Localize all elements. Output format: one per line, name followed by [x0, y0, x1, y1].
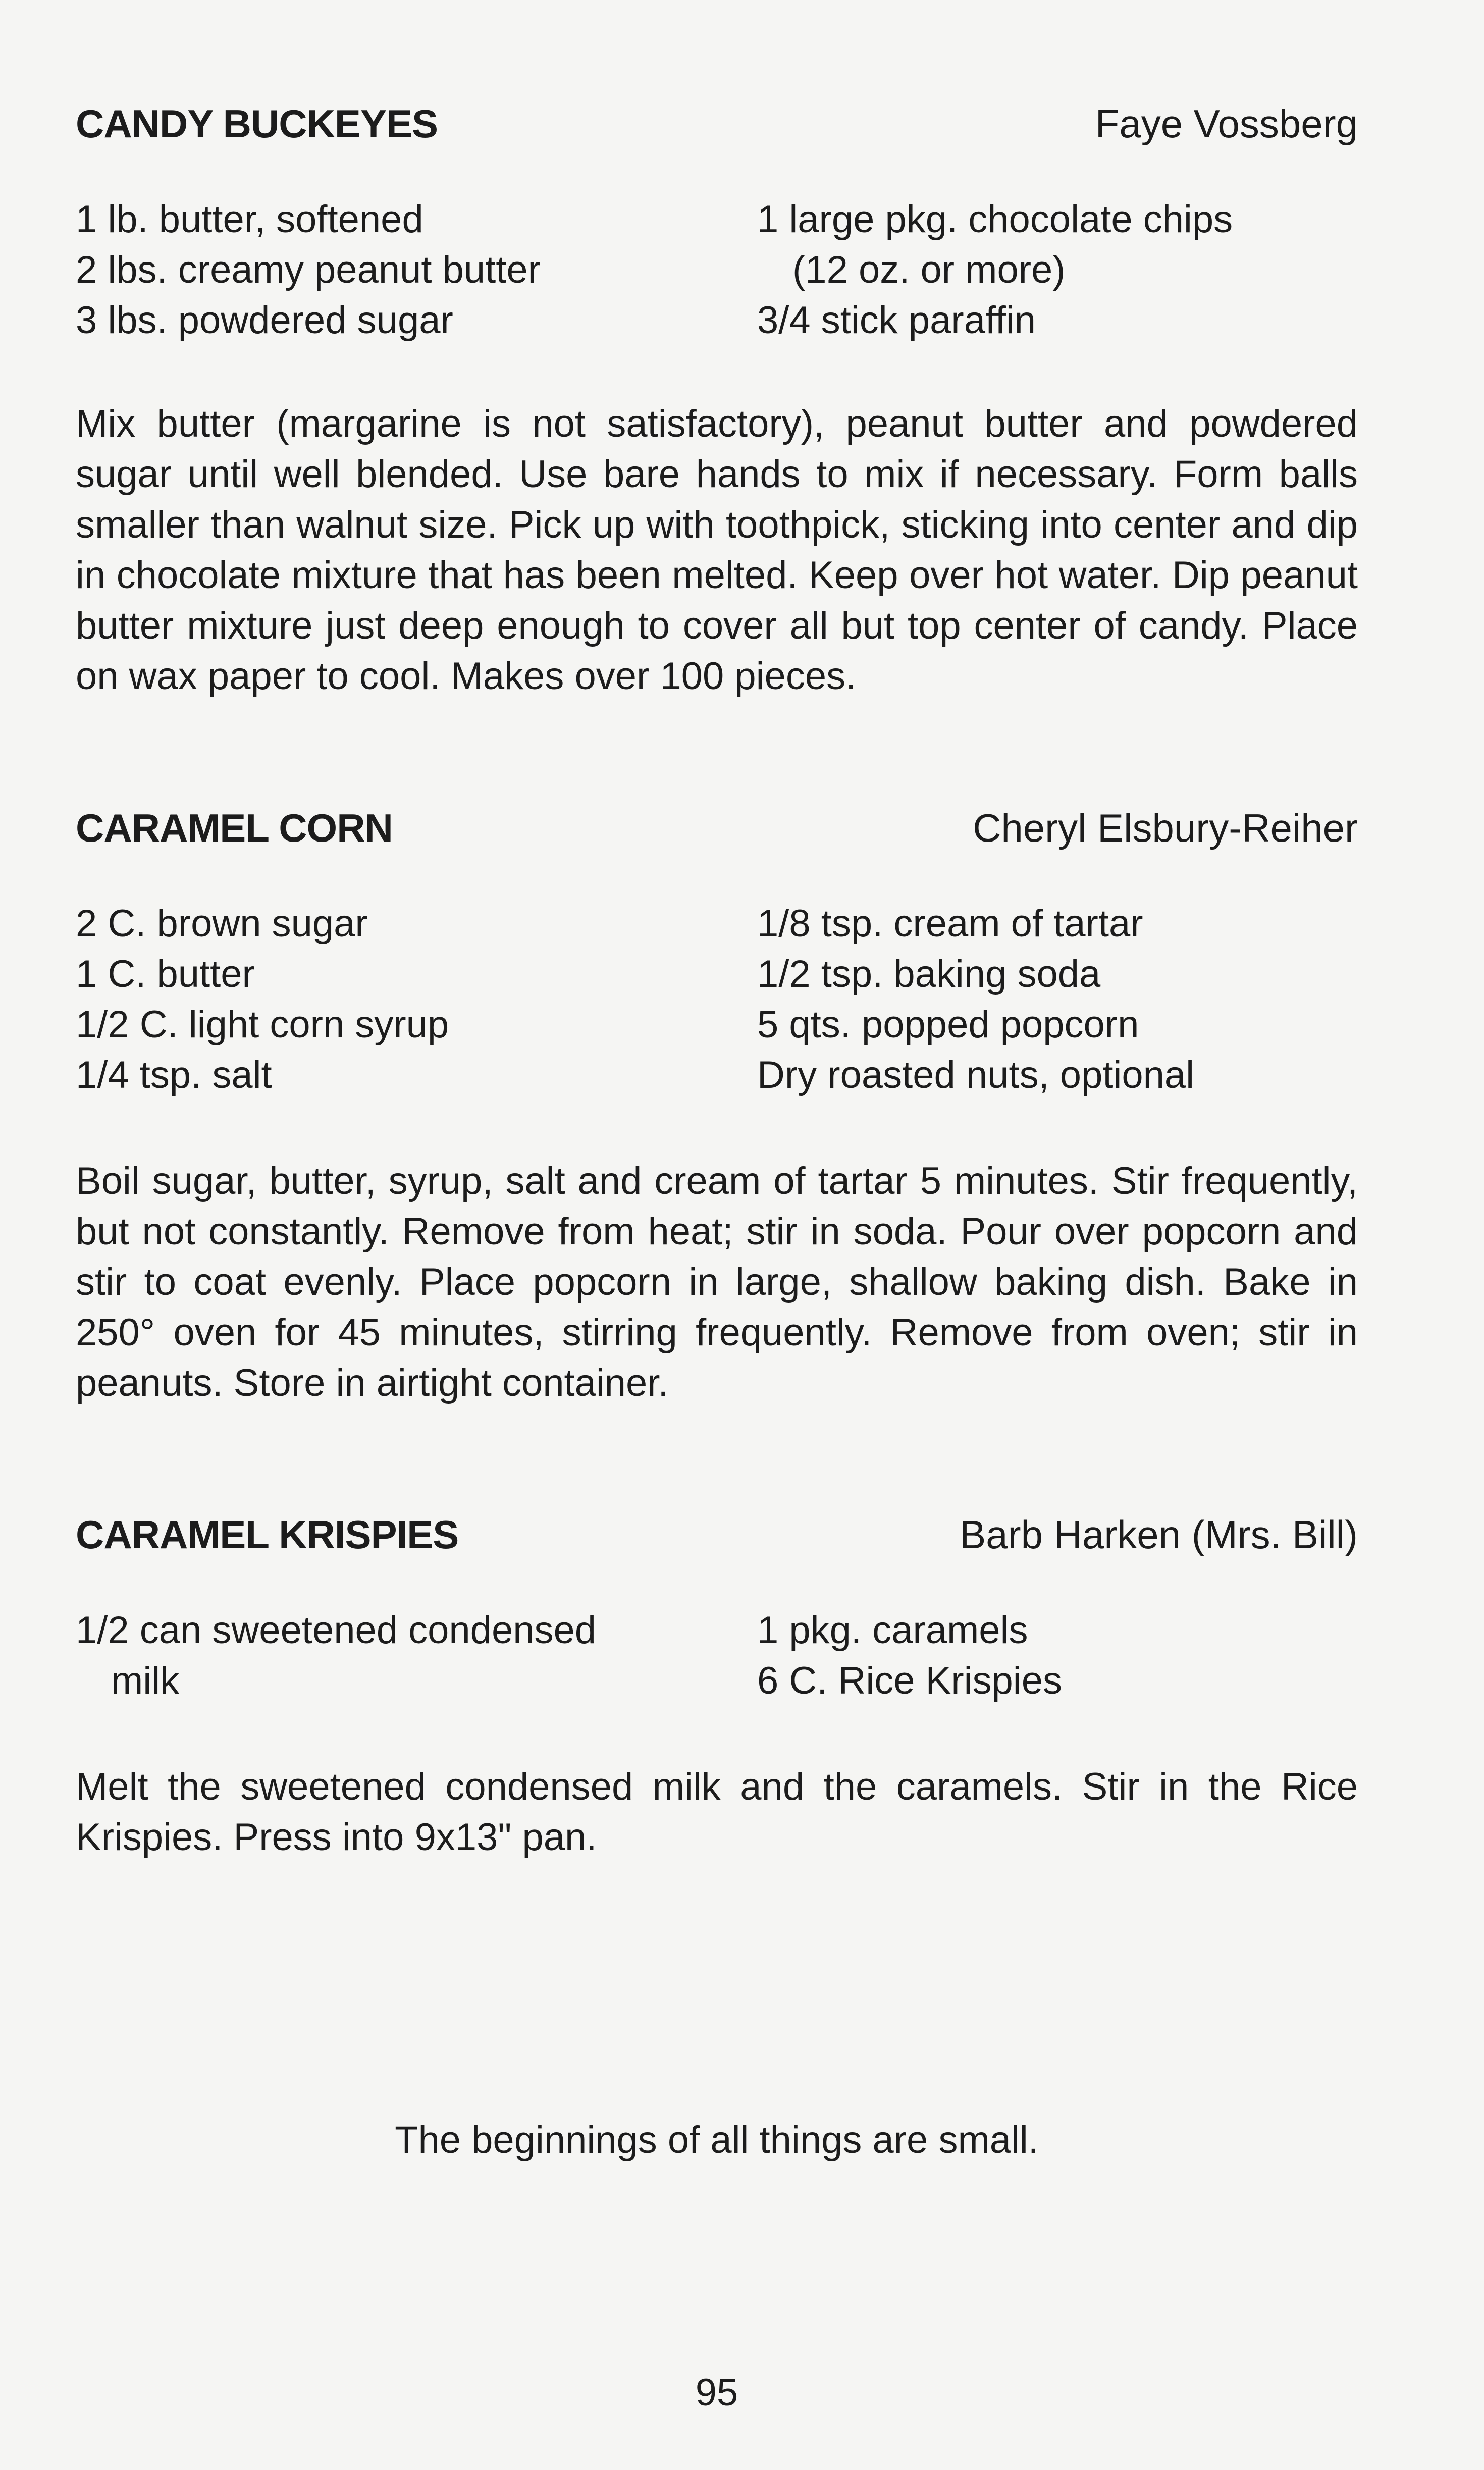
ingredient-item: 6 C. Rice Krispies — [757, 1659, 1062, 1702]
ingredient-item: 1 pkg. caramels — [757, 1609, 1028, 1652]
recipe-title: CANDY BUCKEYES — [76, 101, 438, 146]
ingredient-list — [76, 1605, 1358, 1706]
ingredient-item: 5 qts. popped popcorn — [757, 1003, 1139, 1046]
recipe-author: Cheryl Elsbury-Reiher — [973, 806, 1358, 850]
recipe-directions: Mix butter (margarine is not satisfactory), peanut butter and powdered sugar until well blended. Use bare hands to mix if necessary. Form balls smaller than walnut size. Pick up with toothpick, sticking into center and dip in chocolate mixture that has been melted. Keep over hot water. Dip peanut butter mixture just deep enough to cover all but top center of candy. Place on wax paper to cool. Makes over 100 pieces. — [76, 402, 1358, 698]
ingredient-item: 1/2 C. light corn syrup — [76, 1003, 449, 1046]
ingredient-item: 1 lb. butter, softened — [76, 198, 423, 241]
recipe-header — [76, 803, 1358, 853]
recipe-title: CARAMEL CORN — [76, 806, 393, 850]
page-number: 95 — [695, 2371, 738, 2414]
ingredient-item: 1 C. butter — [76, 953, 255, 995]
ingredient-column-right — [757, 194, 1358, 346]
recipe-header — [76, 98, 1358, 149]
recipe-header — [76, 1509, 1358, 1560]
ingredient-item: 1/2 tsp. baking soda — [757, 953, 1101, 995]
ingredient-item: Dry roasted nuts, optional — [757, 1054, 1195, 1096]
ingredient-item: 1/2 can sweetened condensed — [76, 1609, 597, 1652]
ingredient-item: (12 oz. or more) — [792, 248, 1066, 291]
ingredient-item: 2 lbs. creamy peanut butter — [76, 248, 541, 291]
recipe-candy-buckeyes — [76, 98, 1358, 346]
ingredient-item: milk — [111, 1659, 180, 1702]
ingredient-item: 3/4 stick paraffin — [757, 299, 1036, 342]
ingredient-column-left — [76, 899, 752, 1100]
ingredient-column-right — [757, 899, 1358, 1100]
recipe-caramel-corn — [76, 803, 1358, 1100]
ingredient-column-left — [76, 1605, 752, 1706]
recipe-author: Barb Harken (Mrs. Bill) — [960, 1512, 1358, 1557]
recipe-directions: Boil sugar, butter, syrup, salt and cream of tartar 5 minutes. Stir frequently, but not constantly. Remove from heat; stir in soda. Pour over popcorn and stir to coat evenly. Place popcorn in large, shallow baking dish. Bake in 250° oven for 45 minutes, stirring frequently. Remove from oven; stir in peanuts. Store in airtight container. — [76, 1160, 1358, 1404]
ingredient-item: 2 C. brown sugar — [76, 902, 368, 945]
ingredient-list — [76, 194, 1358, 346]
ingredient-item: 1/8 tsp. cream of tartar — [757, 902, 1143, 945]
recipe-caramel-krispies — [76, 1509, 1358, 1706]
page-quote: The beginnings of all things are small. — [395, 2119, 1039, 2162]
ingredient-item: 1/4 tsp. salt — [76, 1054, 272, 1096]
recipe-author: Faye Vossberg — [1095, 101, 1358, 146]
ingredient-column-right — [757, 1605, 1358, 1706]
ingredient-list — [76, 899, 1358, 1100]
recipe-directions: Melt the sweetened condensed milk and the caramels. Stir in the Rice Krispies. Press into 9x13" pan. — [76, 1765, 1358, 1859]
ingredient-item: 1 large pkg. chocolate chips — [757, 198, 1233, 241]
ingredient-column-left — [76, 194, 752, 346]
ingredient-item: 3 lbs. powdered sugar — [76, 299, 453, 342]
recipe-title: CARAMEL KRISPIES — [76, 1512, 459, 1557]
